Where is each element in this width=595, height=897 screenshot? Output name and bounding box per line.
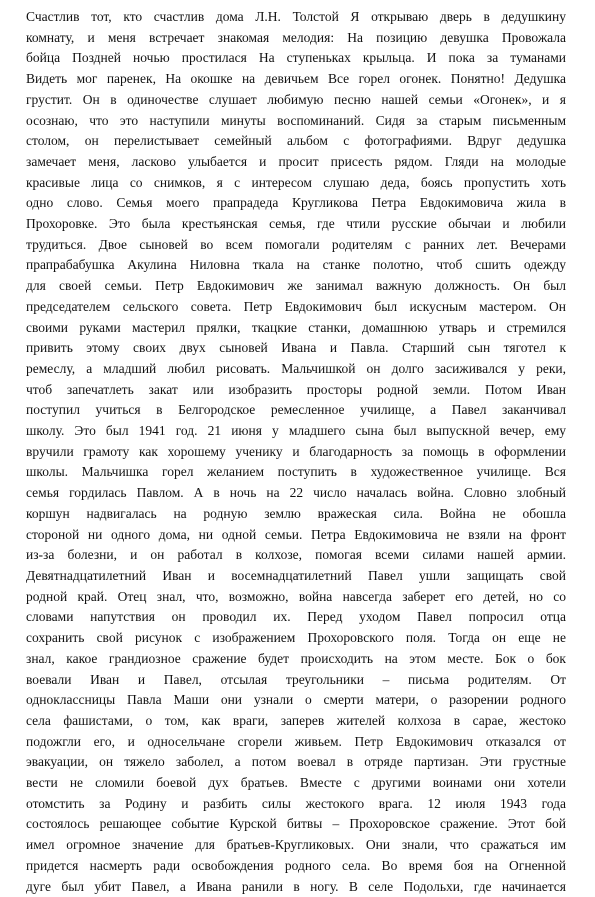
text-line: вести не сломили боевой дух братьев. Вместе с другими воинами они хотели [26, 775, 566, 791]
text-line: прапрабабушка Акулина Ниловна ткала на станке полотно, чтоб сшить одежду [26, 257, 566, 273]
text-line: дуге был убит Павел, а Ивана ранили в ногу. В селе Подольхи, где начинается [26, 878, 566, 894]
essay-text [26, 7, 566, 897]
text-line: воевали Иван и Павел, отсылая треугольники – письма родителям. От [26, 671, 566, 687]
text-line: ремеслу, а младший любил рисовать. Мальчишкой он долго засиживался у реки, [26, 360, 566, 376]
text-line: замечает меня, ласково улыбается и просит присесть рядом. Гляди на молодые [26, 153, 566, 169]
text-line: чтоб запечатлеть закат или изобразить просторы родной земли. Потом Иван [26, 381, 566, 397]
text-line: стороной ни одного дома, ни одной семьи. Петра Евдокимовича не взяли на фронт [26, 526, 566, 542]
text-line: своими руками мастерил прялки, ткацкие станки, домашнюю утварь и стремился [26, 319, 566, 335]
text-line: состоялось решающее событие Курской битвы – Прохоровское сражение. Этот бой [26, 816, 566, 832]
text-line: осознаю, что это наступили минуты воспоминаний. Сидя за старым письменным [26, 112, 566, 128]
text-line: привить этому своих двух сыновей Ивана и Павла. Старший сын тяготел к [26, 340, 566, 356]
text-line: вручили грамоту как хорошему ученику и благодарность за помощь в оформлении [26, 443, 566, 459]
text-line: коршун надвигалась на родную землю вражеская сила. Война не обошла [26, 505, 566, 521]
text-line: одно слово. Семья моего прапрадеда Кругликова Петра Евдокимовича жила в [26, 195, 566, 211]
text-line: села фашистами, о том, как враги, заперев жителей колхоза в сарае, жестоко [26, 712, 566, 728]
text-line: имел огромное значение для братьев-Кругликовых. Они знали, что сражаться им [26, 837, 566, 853]
text-line: придется насмерть ради освобождения родного села. Во время боя на Огненной [26, 857, 566, 873]
text-line: бойца Поздней ночью простилася На ступеньках крыльца. И пока за туманами [26, 50, 566, 66]
text-line: школу. Это был 1941 год. 21 июня у младшего сына был выпускной вечер, ему [26, 423, 566, 439]
text-line: красивые лица со снимков, я с интересом слушаю деда, боясь пропустить хоть [26, 174, 566, 190]
text-line: одноклассницы Павла Маши они узнали о смерти матери, о разорении родного [26, 692, 566, 708]
text-line: родной край. Отец знал, что, возможно, война навсегда заберет его детей, но со [26, 588, 566, 604]
text-line: семья гордилась Павлом. А в ночь на 22 число началась война. Словно злобный [26, 485, 566, 501]
text-line: Девятнадцатилетний Иван и восемнадцатилетний Павел ушли защищать свой [26, 567, 566, 583]
text-line: Счастлив тот, кто счастлив дома Л.Н. Толстой Я открываю дверь в дедушкину [26, 9, 566, 24]
text-line: из-за болезни, и он работал в колхозе, помогая всеми силами нашей армии. [26, 547, 566, 563]
text-line: школы. Мальчишка горел желанием поступить в художественное училище. Вся [26, 464, 566, 480]
text-line: знал, какое грандиозное сражение будет происходить на этом месте. Бок о бок [26, 650, 566, 666]
text-line: сохранить свой рисунок с изображением Прохоровского поля. Тогда он еще не [26, 630, 566, 646]
text-line: поступил учиться в Белгородское ремесленное училище, а Павел заканчивал [26, 402, 566, 418]
text-line: столом, он перелистывает семейный альбом с фотографиями. Вдруг дедушка [26, 133, 566, 149]
text-line: комнату, и меня встречает знакомая мелодия: На позицию девушка Провожала [26, 29, 566, 45]
text-line: для своей семьи. Петр Евдокимович же занимал важную должность. Он был [26, 278, 566, 294]
text-line: подожгли его, и односельчане сгорели живьем. Петр Евдокимович отказался от [26, 733, 566, 749]
text-line: Прохоровке. Это была крестьянская семья, где чтили русские обычаи и любили [26, 216, 566, 232]
text-line: трудиться. Двое сыновей во всем помогали родителям с ранних лет. Вечерами [26, 236, 566, 252]
text-line: председателем сельского совета. Петр Евдокимович был искусным мастером. Он [26, 298, 566, 314]
text-line: эвакуации, он тяжело заболел, а потом воевал в отряде партизан. Эти грустные [26, 754, 566, 770]
text-line: словами напутствия он проводил их. Перед уходом Павел попросил отца [26, 609, 566, 625]
text-line: Видеть мог паренек, На окошке на девичьем Все горел огонек. Понятно! Дедушка [26, 71, 566, 87]
text-line: грустит. Он в одиночестве слушает любимую песню нашей семьи «Огонек», и я [26, 91, 566, 107]
text-line: отомстить за Родину и разбить силы жестокого врага. 12 июля 1943 года [26, 795, 566, 811]
